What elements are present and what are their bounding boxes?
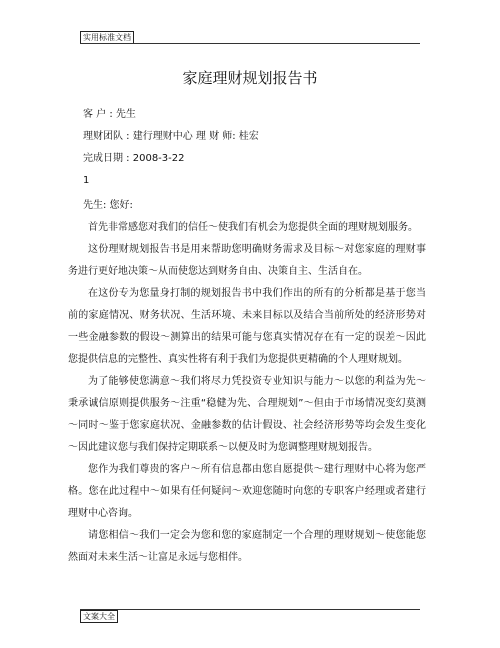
greeting: 先生: 您好: — [83, 200, 133, 211]
footer-rule — [80, 609, 420, 610]
paragraph: 在这份专为您量身打制的规划报告书中我们作出的所有的分析都是基于您当前的家庭情况、财务状况、生活环境、未来目标以及结合当前所处的经济形势对一些金融参数的假设～测算出的结果可能与您真实情况存在有一定的误差～因此您提供信息的完整性、真实性将有利于我们为您提供更精确的个人理财规划。 — [68, 288, 426, 365]
header-tag: 实用标准文档 — [80, 31, 134, 44]
paragraph: 您作为我们尊贵的客户～所有信息都由您自愿提供～建行理财中心将为您严格。您在此过程中～如果有任何疑问～欢迎您随时向您的专职客户经理或者建行理财中心咨询。 — [68, 464, 426, 519]
paragraph: 首先非常感您对我们的信任～使我们有机会为您提供全面的理财规划服务。 — [88, 222, 418, 233]
paragraph: 请您相信～我们一定会为您和您的家庭制定一个合理的理财规划～使您能您然面对未来生活～让富足永远与您相伴。 — [68, 530, 426, 563]
team-line: 理财团队 : 建行理财中心 理 财 师: 桂宏 — [83, 131, 259, 142]
paragraph: 为了能够使您满意～我们将尽力凭投资专业知识与能力～以您的利益为先～秉承诚信原则提供服务～注重“稳健为先、合理规划”～但由于市场情况变幻莫测～同时～鉴于您家庭状况、金融参数的估计假设、社会经济形势等均会发生变化～因此建议您与我们保持定期联系～以便及时为您调整理财规划报告。 — [68, 376, 426, 453]
letter-body — [68, 195, 426, 569]
page-title: 家庭理财规划报告书 — [182, 69, 318, 87]
header-rule — [80, 43, 420, 44]
footer-tag: 文案大全 — [80, 610, 118, 623]
client-line: 客 户 : 先生 — [83, 109, 136, 120]
number-line: 1 — [83, 175, 90, 186]
paragraph: 这份理财规划报告书是用来帮助您明确财务需求及目标～对您家庭的理财事务进行更好地决策～从而使您达到财务自由、决策自主、生活自在。 — [68, 244, 426, 277]
date-line: 完成日期 : 2008-3-22 — [83, 153, 185, 164]
